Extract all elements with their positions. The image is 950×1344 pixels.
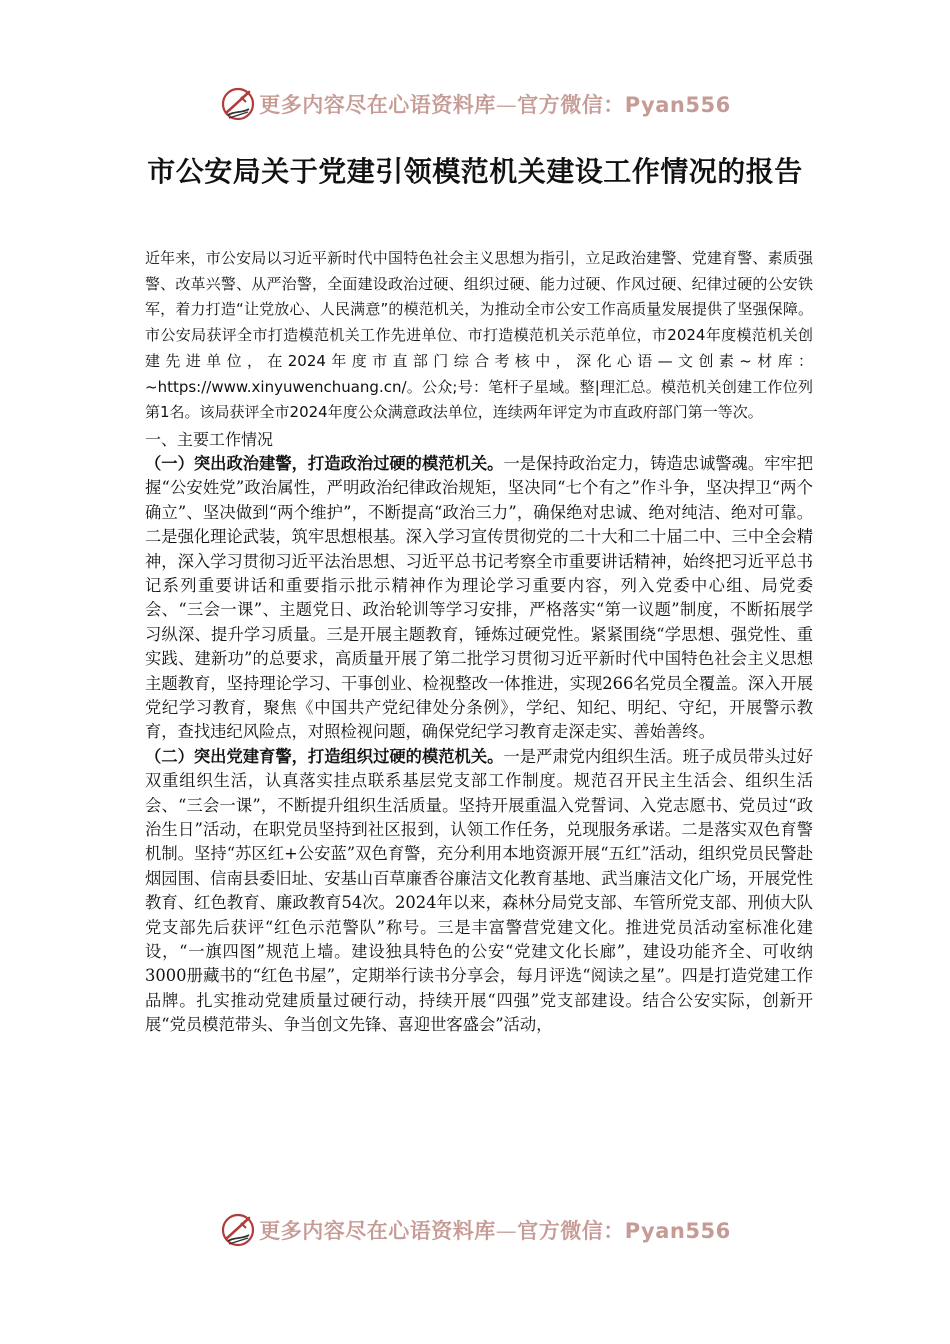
intro-paragraph: 近年来，市公安局以习近平新时代中国特色社会主义思想为指引，立足政治建警、党建育警、素质强警、改革兴警、从严治警，全面建设政治过硬、组织过硬、能力过硬、作风过硬、纪律过硬的公安铁军，着力打造“让党放心、人民满意”的模范机关，为推动全市公安工作高质量发展提供了坚强保障。市公安局获评全市打造模范机关工作先进单位、市打造模范机关示范单位，市2024年度模范机关创建先进单位，在2024年度市直部门综合考核中，深化心语—文创素~材库：~https://www.xinyuwenchuang.cn/。公众;号：笔杆子星域。整|理汇总。模范机关创建工作位列第1名。该局获评全市2024年度公众满意政法单位，连续两年评定为市直政府部门第一等次。: [145, 249, 813, 422]
banner-text: [259, 1215, 730, 1245]
subsection-political-heading: （一）突出政治建警，打造政治过硬的模范机关。: [145, 453, 504, 473]
quill-book-logo-icon: [219, 1211, 257, 1249]
banner-main-text: 更多内容尽在心语资料库: [259, 93, 496, 117]
footer-watermark-banner: [0, 1210, 950, 1250]
banner-tail-text: 官方微信：Pyan556: [517, 1219, 731, 1243]
banner-separator: —: [495, 93, 518, 117]
banner-tail-text: 官方微信：Pyan556: [517, 93, 731, 117]
section-heading-main-work: 一、主要工作情况: [145, 429, 274, 449]
banner-separator: —: [495, 1219, 518, 1243]
subsection-political-paragraph: [145, 452, 813, 745]
document-body: [145, 246, 813, 1038]
document-title: 市公安局关于党建引领模范机关建设工作情况的报告: [147, 155, 803, 188]
header-watermark-banner: [0, 84, 950, 124]
quill-book-logo-icon: [219, 85, 257, 123]
subsection-party-building-heading: （二）突出党建育警，打造组织过硬的模范机关。: [145, 746, 504, 766]
subsection-party-building-body: 一是严肃党内组织生活。班子成员带头过好双重组织生活，认真落实挂点联系基层党支部工作制度。规范召开民主生活会、组织生活会、“三会一课”，不断提升组织生活质量。坚持开展重温入党誓词、入党志愿书、党员过“政治生日”活动，在职党员坚持到社区报到，认领工作任务，兑现服务承诺。二是落实双色育警机制。坚持“苏区红+公安蓝”双色育警，充分利用本地资源开展“五红”活动，组织党员民警赴烟园围、信南县委旧址、安基山百草廉香谷廉洁文化教育基地、武当廉洁文化广场，开展党性教育、红色教育、廉政教育54次。2024年以来，森林分局党支部、车管所党支部、刑侦大队党支部先后获评“红色示范警队”称号。三是丰富警营党建文化。推进党员活动室标准化建设，“一旗四图”规范上墙。建设独具特色的公安“党建文化长廊”，建设功能齐全、可收纳3000册藏书的“红色书屋”，定期举行读书分享会，每月评选“阅读之星”。四是打造党建工作品牌。扎实推动党建质量过硬行动，持续开展“四强”党支部建设。结合公安实际，创新开展“党员模范带头、争当创文先锋、喜迎世客盛会”活动，: [145, 746, 813, 1035]
subsection-party-building-paragraph: [145, 745, 813, 1038]
banner-main-text: 更多内容尽在心语资料库: [259, 1219, 496, 1243]
banner-text: [259, 89, 730, 119]
subsection-political-body: 一是保持政治定力，铸造忠诚警魂。牢牢把握“公安姓党”政治属性，严明政治纪律政治规矩，坚决同“七个有之”作斗争，坚决捍卫“两个确立”、坚决做到“两个维护”，不断提高“政治三力”，确保绝对忠诚、绝对纯洁、绝对可靠。二是强化理论武装，筑牢思想根基。深入学习宣传贯彻党的二十大和二十届二中、三中全会精神，深入学习贯彻习近平法治思想、习近平总书记考察全市重要讲话精神，始终把习近平总书记系列重要讲话和重要指示批示精神作为理论学习重要内容，列入党委中心组、局党委会、“三会一课”、主题党日、政治轮训等学习安排，严格落实“第一议题”制度，不断拓展学习纵深、提升学习质量。三是开展主题教育，锤炼过硬党性。紧紧围绕“学思想、强党性、重实践、建新功”的总要求，高质量开展了第二批学习贯彻习近平新时代中国特色社会主义思想主题教育，坚持理论学习、干事创业、检视整改一体推进，实现266名党员全覆盖。深入开展党纪学习教育，聚焦《中国共产党纪律处分条例》，学纪、知纪、明纪、守纪，开展警示教育，查找违纪风险点，对照检视问题，确保党纪学习教育走深走实、善始善终。: [145, 453, 813, 742]
